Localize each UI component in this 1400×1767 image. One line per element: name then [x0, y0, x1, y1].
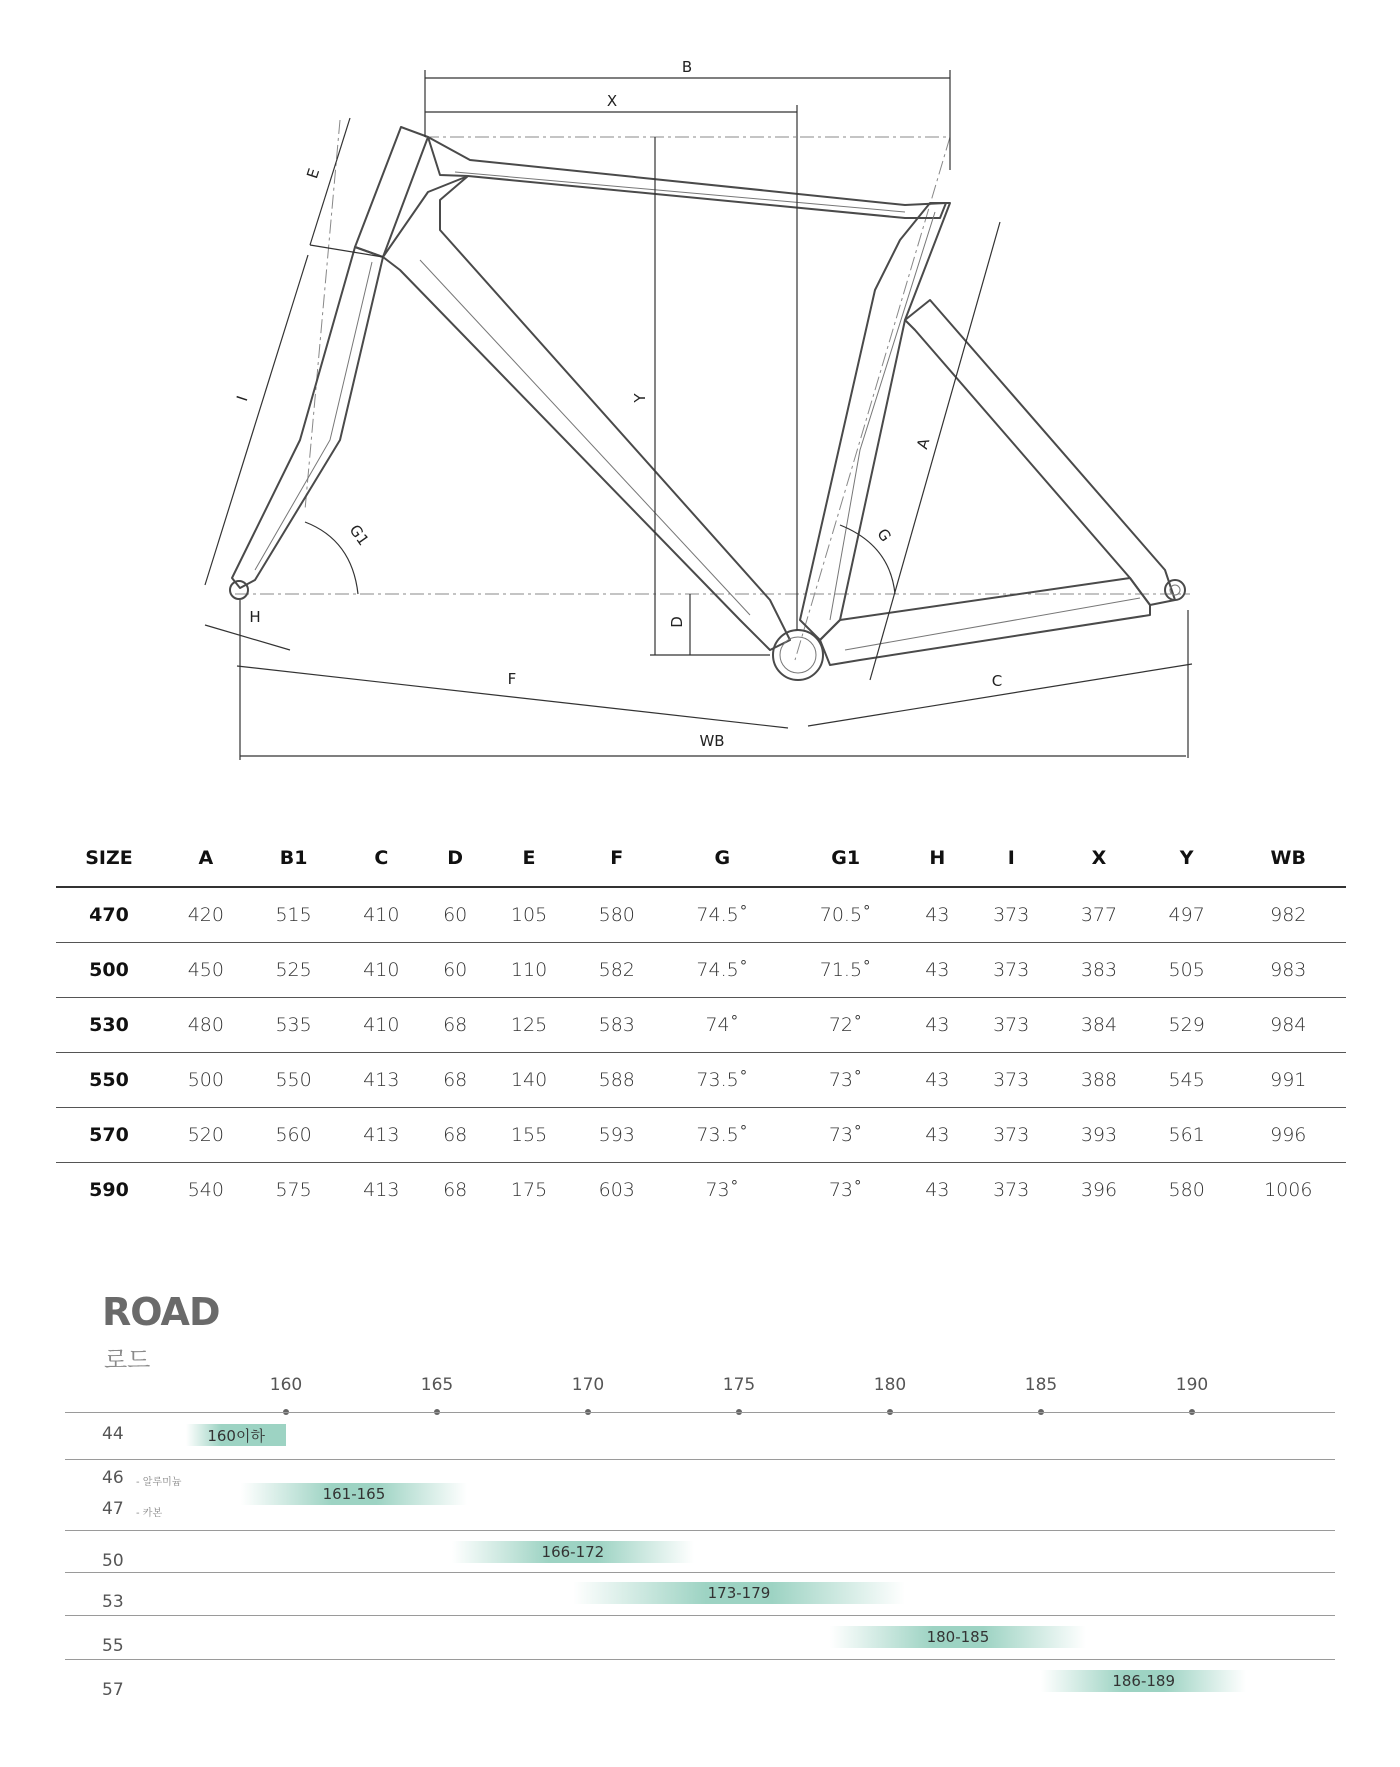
height-range-band: 173-179 — [573, 1582, 905, 1604]
col-header: G1 — [784, 830, 907, 887]
table-cell: 982 — [1231, 887, 1346, 943]
table-cell: 155 — [485, 1108, 573, 1163]
dim-label-d: D — [668, 616, 686, 628]
table-cell: 74.5˚ — [661, 887, 784, 943]
col-header: H — [907, 830, 967, 887]
material-note: - 알루미늄 — [136, 1477, 182, 1488]
frame-size-label: 46 — [102, 1468, 124, 1488]
dim-label-i: I — [232, 393, 252, 404]
table-cell: 505 — [1143, 943, 1231, 998]
table-cell: 60 — [425, 943, 485, 998]
size-cell: 570 — [56, 1108, 162, 1163]
table-cell: 73˚ — [828, 1179, 863, 1201]
dim-label-a: A — [913, 436, 934, 452]
table-cell: 540 — [187, 1179, 224, 1201]
table-cell: 43 — [925, 1179, 950, 1201]
table-cell: 373 — [967, 1108, 1055, 1163]
axis-tick-label: 160 — [269, 1375, 303, 1395]
height-range-band: 160이하 — [186, 1424, 286, 1446]
frame-geometry-diagram — [0, 0, 1400, 780]
table-cell: 413 — [337, 1053, 425, 1108]
table-cell: 583 — [573, 998, 661, 1053]
table-cell: 480 — [162, 998, 250, 1053]
col-header: F — [573, 830, 661, 887]
height-range-band: 180-185 — [830, 1626, 1087, 1648]
table-cell: 43 — [907, 1053, 967, 1108]
seat-tube — [800, 203, 950, 640]
table-cell: 410 — [337, 998, 425, 1053]
table-cell: 500 — [162, 1053, 250, 1108]
table-cell: 588 — [573, 1053, 661, 1108]
table-cell: 175 — [510, 1179, 548, 1201]
table-cell: 68 — [425, 998, 485, 1053]
table-cell: 515 — [250, 887, 338, 943]
frame-size-label: 44 — [102, 1424, 124, 1444]
frame-size-label: 57 — [102, 1680, 124, 1700]
table-cell: 140 — [485, 1053, 573, 1108]
frame-size-label: 47 — [102, 1499, 124, 1519]
dim-label-e: E — [303, 166, 324, 181]
size-cell: 550 — [56, 1053, 162, 1108]
table-cell: 1006 — [1264, 1179, 1313, 1201]
table-cell: 413 — [337, 1108, 425, 1163]
frame-size-label: 50 — [102, 1551, 124, 1571]
table-cell: 384 — [1055, 998, 1143, 1053]
table-cell: 396 — [1080, 1179, 1118, 1201]
table-cell: 73˚ — [784, 1053, 907, 1108]
dim-label-h: H — [249, 608, 261, 626]
axis-tick-label: 175 — [722, 1375, 756, 1395]
table-cell: 545 — [1143, 1053, 1231, 1108]
table-cell: 575 — [275, 1179, 312, 1201]
table-cell: 70.5˚ — [784, 887, 907, 943]
table-cell: 74.5˚ — [661, 943, 784, 998]
table-cell: 110 — [485, 943, 573, 998]
table-cell: 383 — [1055, 943, 1143, 998]
col-header: A — [162, 830, 250, 887]
table-cell: 420 — [162, 887, 250, 943]
col-header: D — [425, 830, 485, 887]
bottom-bracket-inner — [780, 637, 816, 673]
down-tube — [383, 176, 790, 650]
fork-inner-line — [255, 262, 372, 570]
table-cell: 68 — [425, 1108, 485, 1163]
table-cell: 68 — [443, 1179, 468, 1201]
table-cell: 520 — [162, 1108, 250, 1163]
table-cell: 580 — [1168, 1179, 1205, 1201]
dim-label-y: Y — [631, 393, 649, 403]
row-divider — [65, 1572, 1335, 1573]
table-row — [56, 1163, 1346, 1218]
table-cell: 529 — [1143, 998, 1231, 1053]
table-cell: 561 — [1143, 1108, 1231, 1163]
table-cell: 393 — [1055, 1108, 1143, 1163]
down-tube-inner-line — [420, 260, 750, 615]
col-header: C — [337, 830, 425, 887]
frame-size-label: 55 — [102, 1636, 124, 1656]
col-header: E — [485, 830, 573, 887]
table-cell: 410 — [337, 943, 425, 998]
axis-tick-label: 185 — [1024, 1375, 1058, 1395]
size-cell: 500 — [56, 943, 162, 998]
table-row — [56, 1108, 1346, 1163]
table-row — [56, 943, 1346, 998]
top-tube — [428, 137, 946, 218]
table-cell: 60 — [425, 887, 485, 943]
table-row — [56, 998, 1346, 1053]
table-cell: 373 — [967, 943, 1055, 998]
table-cell: 991 — [1231, 1053, 1346, 1108]
table-cell: 450 — [162, 943, 250, 998]
table-cell: 72˚ — [784, 998, 907, 1053]
head-tube — [355, 127, 428, 257]
table-cell: 984 — [1231, 998, 1346, 1053]
table-cell: 996 — [1231, 1108, 1346, 1163]
table-cell: 125 — [485, 998, 573, 1053]
dim-h-line — [205, 625, 290, 650]
table-cell: 43 — [907, 1108, 967, 1163]
table-cell: 43 — [907, 887, 967, 943]
col-header: G — [661, 830, 784, 887]
height-range-band: 186-189 — [1041, 1670, 1246, 1692]
dim-label-c: C — [991, 672, 1003, 690]
table-cell: 73˚ — [784, 1108, 907, 1163]
col-header: WB — [1231, 830, 1346, 887]
table-cell: 580 — [573, 887, 661, 943]
dim-i-line — [205, 255, 308, 585]
dim-label-g: G — [873, 525, 895, 546]
table-cell: 373 — [993, 1179, 1030, 1201]
table-cell: 43 — [907, 943, 967, 998]
table-cell: 74˚ — [661, 998, 784, 1053]
table-row — [56, 1053, 1346, 1108]
table-cell: 550 — [250, 1053, 338, 1108]
material-note: - 카본 — [136, 1508, 163, 1519]
fit-chart-title: ROAD — [102, 1290, 220, 1334]
table-cell: 525 — [250, 943, 338, 998]
geometry-table — [56, 830, 1346, 1217]
table-cell: 73.5˚ — [661, 1053, 784, 1108]
table-cell: 68 — [425, 1053, 485, 1108]
table-row — [56, 887, 1346, 943]
height-range-band: 161-165 — [241, 1483, 468, 1505]
col-header: SIZE — [56, 830, 162, 887]
frame-size-label: 53 — [102, 1592, 124, 1612]
table-cell: 73.5˚ — [661, 1108, 784, 1163]
height-range-band: 166-172 — [452, 1541, 694, 1563]
table-cell: 535 — [250, 998, 338, 1053]
table-cell: 593 — [573, 1108, 661, 1163]
table-cell: 413 — [363, 1179, 400, 1201]
row-divider — [65, 1459, 1335, 1460]
table-cell: 373 — [967, 1053, 1055, 1108]
top-tube-inner-line — [455, 172, 905, 212]
dim-label-b: B — [681, 58, 693, 76]
row-divider — [65, 1530, 1335, 1531]
size-cell: 590 — [89, 1179, 129, 1201]
size-fit-chart — [0, 1290, 1400, 1720]
row-divider — [65, 1615, 1335, 1616]
dim-label-wb: WB — [699, 732, 725, 750]
col-header: X — [1055, 830, 1143, 887]
table-cell: 497 — [1143, 887, 1231, 943]
size-cell: 530 — [56, 998, 162, 1053]
table-cell: 373 — [967, 887, 1055, 943]
geometry-table-body — [56, 887, 1346, 1217]
seat-stay — [905, 300, 1175, 605]
table-cell: 582 — [573, 943, 661, 998]
table-cell: 105 — [485, 887, 573, 943]
table-header-row — [56, 830, 1346, 887]
table-cell: 43 — [907, 998, 967, 1053]
table-cell: 983 — [1231, 943, 1346, 998]
table-cell: 377 — [1055, 887, 1143, 943]
axis-tick-label: 165 — [420, 1375, 454, 1395]
col-header: I — [967, 830, 1055, 887]
col-header: Y — [1143, 830, 1231, 887]
axis-tick-label: 190 — [1175, 1375, 1209, 1395]
table-cell: 560 — [250, 1108, 338, 1163]
fit-chart-subtitle: 로드 — [104, 1346, 151, 1374]
table-cell: 410 — [337, 887, 425, 943]
dim-label-x: X — [606, 92, 618, 110]
table-cell: 71.5˚ — [784, 943, 907, 998]
row-divider — [65, 1412, 1335, 1413]
dim-label-g1: G1 — [345, 521, 373, 549]
row-divider — [65, 1659, 1335, 1660]
chain-stay — [820, 578, 1150, 665]
table-cell: 73˚ — [705, 1179, 740, 1201]
axis-tick-label: 170 — [571, 1375, 605, 1395]
table-cell: 373 — [967, 998, 1055, 1053]
table-cell: 603 — [598, 1179, 635, 1201]
size-cell: 470 — [56, 887, 162, 943]
front-dropout — [230, 581, 248, 599]
dim-label-f: F — [507, 670, 517, 688]
table-cell: 388 — [1055, 1053, 1143, 1108]
dim-e-ext — [310, 245, 383, 257]
axis-tick-label: 180 — [873, 1375, 907, 1395]
dim-a-line — [870, 222, 1000, 680]
col-header: B1 — [250, 830, 338, 887]
